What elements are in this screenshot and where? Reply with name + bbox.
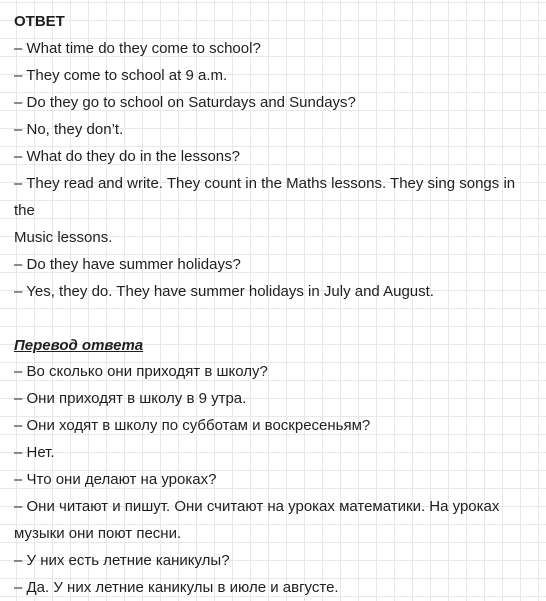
answer-line: Music lessons. [14,229,113,246]
answer-line: – No, they don’t. [14,121,124,138]
translation-line: – Во сколько они приходят в школу? [14,363,268,380]
answer-line: – They come to school at 9 a.m. [14,67,228,84]
translation-title: Перевод ответа [14,337,144,354]
answer-line: – What do they do in the lessons? [14,148,240,165]
answer-title: ОТВЕТ [14,13,65,30]
answer-line: – They read and write. They count in the Maths lessons. They sing songs in the [14,175,516,219]
answer-block [14,35,534,305]
translation-block [14,358,534,601]
translation-line: – Они читают и пишут. Они считают на уроках математики. На уроках [14,498,500,515]
translation-line: – Что они делают на уроках? [14,471,217,488]
translation-line: – Да. У них летние каникулы в июле и августе. [14,579,339,596]
translation-line: – Нет. [14,444,55,461]
answer-line: – What time do they come to school? [14,40,261,57]
answer-line: – Yes, they do. They have summer holidays in July and August. [14,283,434,300]
translation-line: – Они ходят в школу по субботам и воскресеньям? [14,417,371,434]
translation-line: – Они приходят в школу в 9 утра. [14,390,247,407]
translation-line: – У них есть летние каникулы? [14,552,230,569]
translation-line: музыки они поют песни. [14,525,182,542]
section-spacer [14,305,534,334]
answer-line: – Do they go to school on Saturdays and Sundays? [14,94,356,111]
answer-line: – Do they have summer holidays? [14,256,241,273]
